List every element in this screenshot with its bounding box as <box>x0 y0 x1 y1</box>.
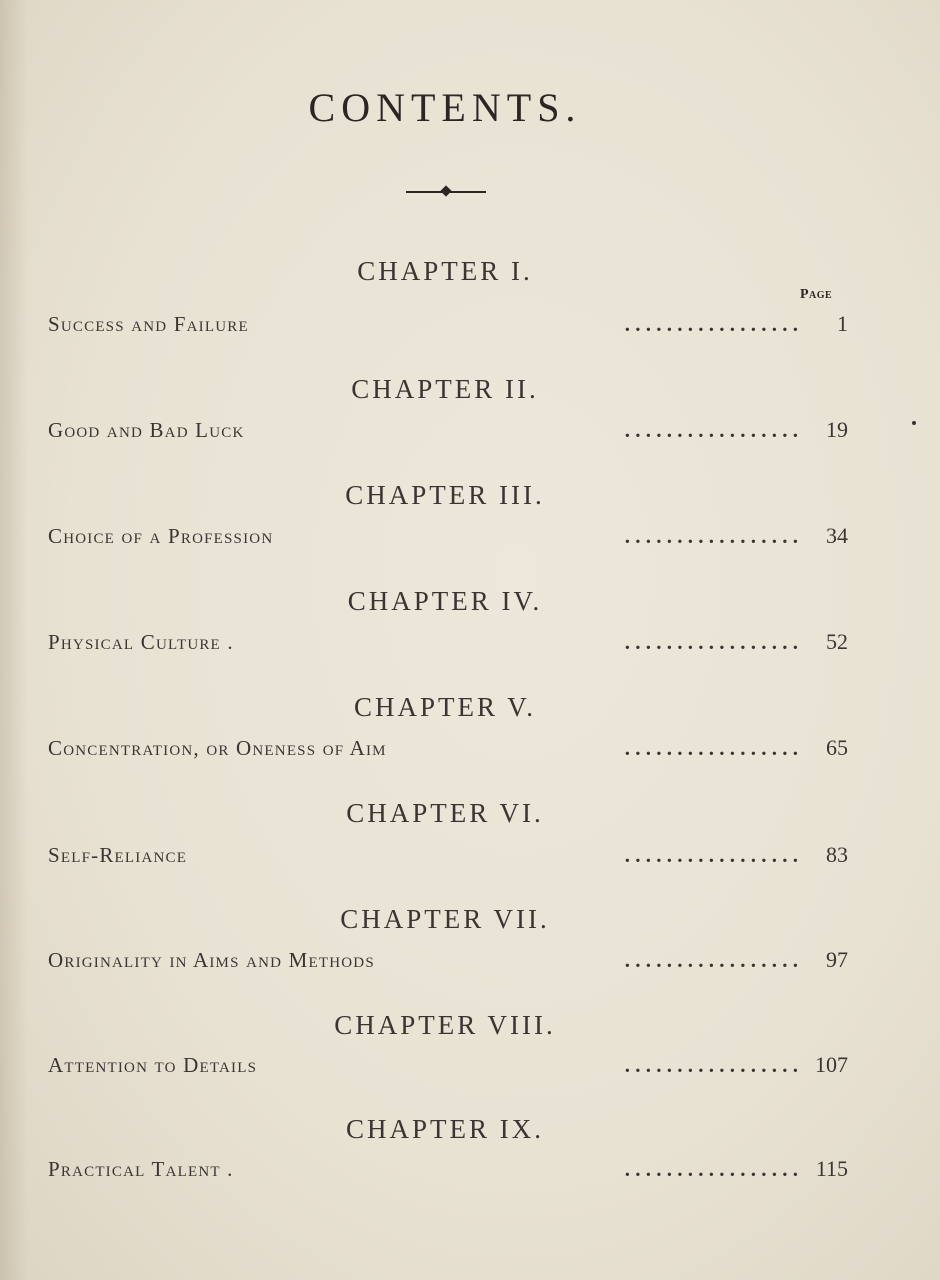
toc-entry-title: Choice of a Profession <box>48 524 274 548</box>
ornament-divider <box>406 184 486 198</box>
ornament-line-right <box>450 191 486 193</box>
toc-entry-page: 107 <box>815 1052 848 1077</box>
toc-entry-title: Attention to Details <box>48 1053 258 1077</box>
toc-entry-page: 65 <box>826 735 848 760</box>
chapter-heading: CHAPTER III. <box>345 480 545 510</box>
dot-leader: . . . . . . . . . . . . . . . . . <box>624 948 798 972</box>
chapter-heading: CHAPTER VII. <box>340 904 550 934</box>
page-title: CONTENTS. <box>308 85 582 130</box>
toc-entry-page: 52 <box>826 629 848 654</box>
toc-entry-title: Originality in Aims and Methods <box>48 948 375 972</box>
toc-entry[interactable] <box>48 1156 848 1186</box>
toc-entry[interactable] <box>48 735 848 765</box>
toc-entry[interactable] <box>48 311 848 341</box>
dot-leader: . . . . . . . . . . . . . . . . . <box>624 312 798 336</box>
dot-leader: . . . . . . . . . . . . . . . . . <box>624 524 798 548</box>
toc-entry[interactable] <box>48 629 848 659</box>
toc-entry-title: Self-Reliance <box>48 843 188 867</box>
toc-entry-title: Concentration, or Oneness of Aim <box>48 736 387 760</box>
ornament-line-left <box>406 191 442 193</box>
ink-speck <box>912 421 916 425</box>
toc-entry-page: 83 <box>826 842 848 867</box>
chapter-heading: CHAPTER VI. <box>346 798 544 828</box>
toc-entry-page: 115 <box>815 1156 848 1181</box>
toc-entry-page: 1 <box>837 311 848 336</box>
toc-entry[interactable] <box>48 523 848 553</box>
toc-entry-title: Success and Failure <box>48 312 249 336</box>
toc-entry-title: Practical Talent . <box>48 1157 234 1181</box>
toc-entry-page: 19 <box>826 417 848 442</box>
toc-entry[interactable] <box>48 947 848 977</box>
dot-leader: . . . . . . . . . . . . . . . . . <box>624 1157 798 1181</box>
toc-entry-page: 97 <box>826 947 848 972</box>
toc-entry-page: 34 <box>826 523 848 548</box>
chapter-heading: CHAPTER I. <box>357 256 533 286</box>
dot-leader: . . . . . . . . . . . . . . . . . <box>624 418 798 442</box>
chapter-heading: CHAPTER IX. <box>345 1114 544 1144</box>
toc-entry-title: Good and Bad Luck <box>48 418 245 442</box>
chapter-heading: CHAPTER V. <box>353 692 537 722</box>
dot-leader: . . . . . . . . . . . . . . . . . <box>624 1053 798 1077</box>
toc-entry[interactable] <box>48 1052 848 1082</box>
chapter-heading: CHAPTER IV. <box>347 586 543 616</box>
dot-leader: . . . . . . . . . . . . . . . . . <box>624 736 798 760</box>
dot-leader: . . . . . . . . . . . . . . . . . <box>624 630 798 654</box>
page-column-label: Page <box>800 287 833 302</box>
chapter-heading: CHAPTER VIII. <box>334 1010 556 1040</box>
toc-entry[interactable] <box>48 842 848 872</box>
toc-entry[interactable] <box>48 417 848 447</box>
chapter-heading: CHAPTER II. <box>351 374 539 404</box>
dot-leader: . . . . . . . . . . . . . . . . . <box>624 843 798 867</box>
toc-entry-title: Physical Culture . <box>48 630 234 654</box>
